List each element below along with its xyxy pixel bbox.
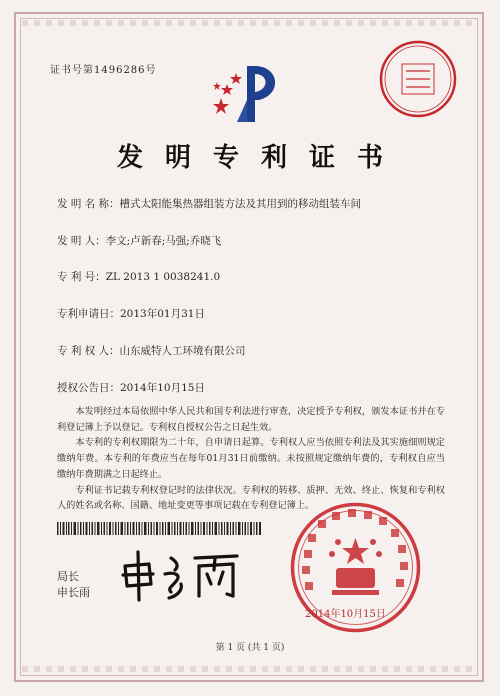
seal-date: 2014年10月15日 — [305, 609, 386, 620]
inventors-row — [57, 233, 221, 248]
body-paragraph: 本专利的专利权期限为二十年，自申请日起算。专利权人应当依照专利法及其实施细则规定缴纳年费。本专利的年费应当在每年01月31日前缴纳。未按照规定缴纳年费的，专利权自应当缴纳年费期满之日起终止。 — [57, 437, 445, 480]
director-title: 局长 — [57, 570, 79, 583]
grant-date-row — [57, 380, 205, 395]
grant-date-value: 2014年10月15日 — [120, 382, 205, 394]
invention-name-row — [57, 196, 361, 211]
filing-date-value: 2013年01月31日 — [120, 308, 205, 320]
director-signature-icon — [119, 544, 244, 604]
body-paragraph: 本发明经过本局依照中华人民共和国专利法进行审查，决定授予专利权，颁发本证书并在专利登记簿上予以登记。专利权自授权公告之日起生效。 — [57, 406, 445, 433]
bottom-pattern-strip — [22, 666, 476, 672]
page-number-footer: 第 1 页 (共 1 页) — [215, 643, 285, 653]
top-pattern-strip — [22, 20, 476, 26]
invention-name-label: 发 明 名 称： — [57, 198, 120, 210]
inventors-label: 发 明 人： — [57, 235, 106, 247]
small-red-seal-icon — [377, 38, 459, 120]
director-name: 申长雨 — [57, 586, 90, 599]
patentee-value: 山东威特人工环境有限公司 — [119, 345, 246, 357]
filing-date-row — [57, 306, 205, 321]
certificate-title: 发明专利证书 — [116, 143, 405, 173]
barcode-icon — [57, 522, 262, 535]
grant-date-label: 授权公告日： — [57, 382, 120, 394]
certificate-number: 证书号第1496286号 — [50, 65, 157, 76]
patent-number-row — [57, 269, 220, 284]
invention-name-value: 槽式太阳能集热器组装方法及其用到的移动组装车间 — [119, 198, 362, 210]
patentee-row — [57, 343, 246, 358]
certificate-body — [57, 404, 445, 514]
patent-number-value: ZL 2013 1 0038241.0 — [105, 271, 221, 283]
inventors-value: 李文;卢新春;马强;乔晓飞 — [105, 235, 222, 247]
patent-office-logo-icon — [207, 60, 287, 130]
filing-date-label: 专利申请日： — [57, 308, 120, 320]
patent-number-label: 专 利 号： — [57, 271, 106, 283]
body-paragraph: 专利证书记载专利权登记时的法律状况。专利权的转移、质押、无效、终止、恢复和专利权人的姓名或名称、国籍、地址变更等事项记载在专利登记簿上。 — [57, 484, 445, 512]
patentee-label: 专 利 权 人： — [57, 345, 120, 357]
